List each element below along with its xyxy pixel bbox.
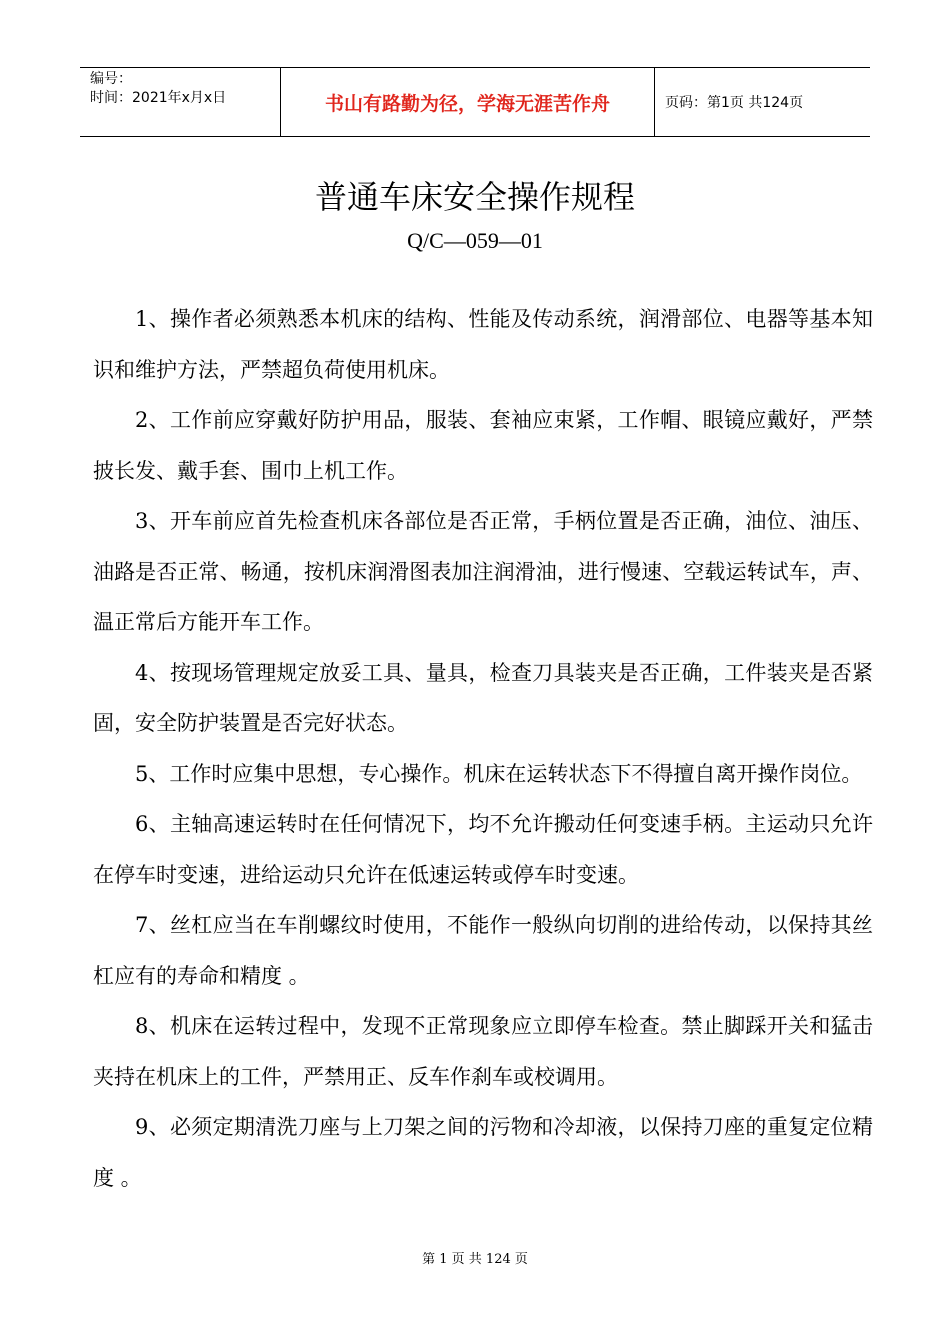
rule-item-3: 3、开车前应首先检查机床各部位是否正常，手柄位置是否正确，油位、油压、油路是否正常、畅通，按机床润滑图表加注润滑油，进行慢速、空载运转试车，声、温正常后方能开车工作。 <box>93 509 873 634</box>
rule-item-9: 9、必须定期清洗刀座与上刀架之间的污物和冷却液，以保持刀座的重复定位精度 。 <box>93 1115 873 1190</box>
rule-item-6: 6、主轴高速运转时在任何情况下，均不允许搬动任何变速手柄。主运动只允许在停车时变速，进给运动只允许在低速运转或停车时变速。 <box>93 812 873 887</box>
page-footer: 第 1 页 共 124 页 <box>422 1252 528 1267</box>
number-label: 编号： <box>90 71 132 87</box>
page-header <box>80 67 870 137</box>
header-motto: 书山有路勤为径，学海无涯苦作舟 <box>280 68 655 136</box>
document-code: Q/C—059—01 <box>407 228 543 253</box>
rule-item-4: 4、按现场管理规定放妥工具、量具，检查刀具装夹是否正确，工件装夹是否紧固，安全防护装置是否完好状态。 <box>93 660 873 735</box>
rule-item-5: 5、工作时应集中思想，专心操作。机床在运转状态下不得擅自离开操作岗位。 <box>135 761 863 786</box>
document-title: 普通车床安全操作规程 <box>314 178 635 216</box>
rule-item-8: 8、机床在运转过程中，发现不正常现象应立即停车检查。禁止脚踩开关和猛击夹持在机床上的工件，严禁用正、反车作刹车或校调用。 <box>93 1014 873 1089</box>
header-meta <box>80 68 280 136</box>
rule-item-7: 7、丝杠应当在车削螺纹时使用，不能作一般纵向切削的进给传动，以保持其丝杠应有的寿命和精度 。 <box>93 913 873 988</box>
header-page-label: 页码：第1页 共124页 <box>665 95 804 111</box>
document-body <box>93 294 873 1203</box>
rule-item-2: 2、工作前应穿戴好防护用品，服装、套袖应束紧，工作帽、眼镜应戴好，严禁披长发、戴手套、围巾上机工作。 <box>93 408 873 483</box>
rule-item-1: 1、操作者必须熟悉本机床的结构、性能及传动系统，润滑部位、电器等基本知识和维护方法，严禁超负荷使用机床。 <box>93 307 873 382</box>
time-label: 时间：2021年x月x日 <box>90 90 227 106</box>
